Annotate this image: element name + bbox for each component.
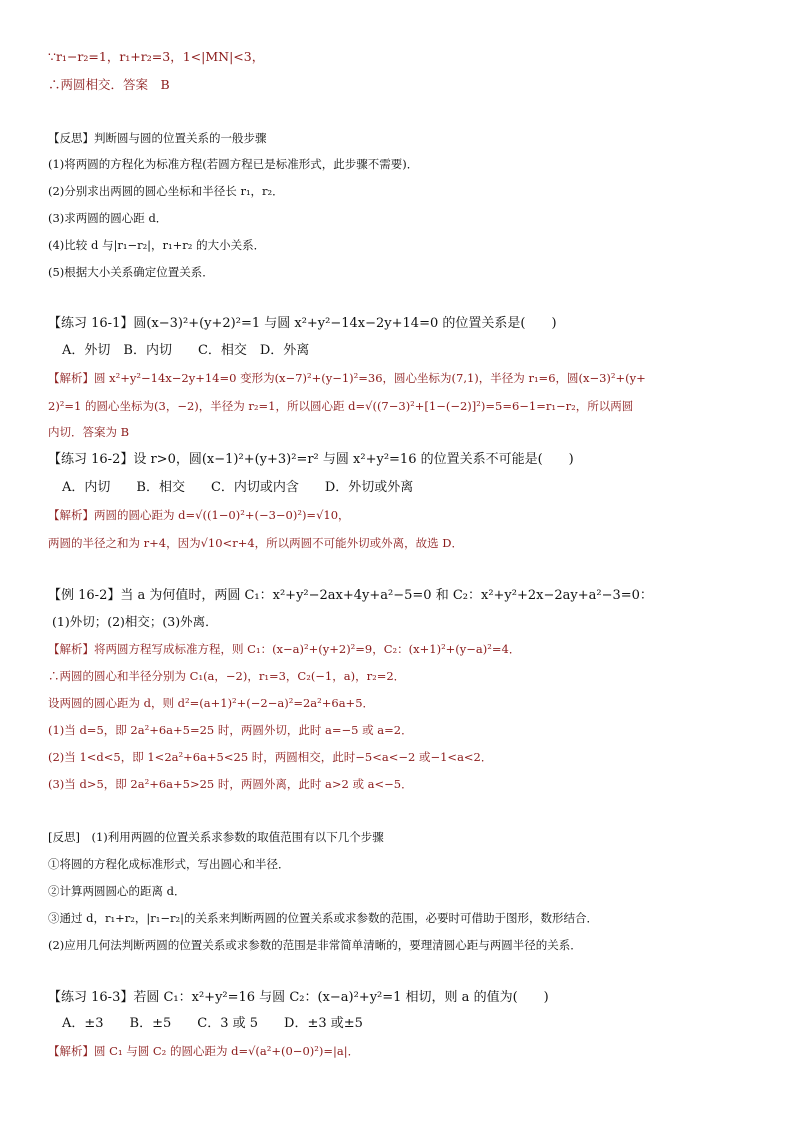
reflection-step-3: (3)求两圆的圆心距 d． bbox=[48, 211, 168, 225]
exercise-16-2-solution-line-2: 两圆的半径之和为 r+4，因为√10<r+4，所以两圆不可能外切或外离，故选 D． bbox=[48, 536, 464, 550]
example-16-2-question: 【例 16-2】当 a 为何值时，两圆 C₁：x²+y²−2ax+4y+a²−5=0 和 C₂：x²+y²+2x−2ay+a²−3=0： bbox=[48, 588, 653, 603]
example-16-2-solution-line-3: 设两圆的圆心距为 d，则 d²=(a+1)²+(−2−a)²=2a²+6a+5． bbox=[48, 696, 375, 710]
example-16-2-solution-line-2: ∴两圆的圆心和半径分别为 C₁(a，−2)，r₁=3，C₂(−1，a)，r₂=2． bbox=[48, 669, 406, 683]
exercise-16-1-options: A．外切 B．内切 C．相交 D．外离 bbox=[62, 343, 310, 358]
reflection-2-step-3: ③通过 d，r₁+r₂，|r₁−r₂|的关系来判断两圆的位置关系或求参数的范围，必要时可借助于图形，数形结合． bbox=[48, 911, 598, 925]
exercise-16-2-question: 【练习 16-2】设 r>0，圆(x−1)²+(y+3)²=r² 与圆 x²+y²=16 的位置关系不可能是( ) bbox=[48, 452, 574, 467]
exercise-16-3-solution: 【解析】圆 C₁ 与圆 C₂ 的圆心距为 d=√(a²+(0−0)²)=|a|． bbox=[48, 1044, 360, 1058]
reflection-step-2: (2)分别求出两圆的圆心坐标和半径长 r₁，r₂． bbox=[48, 184, 284, 198]
reflection-2-heading: [反思] (1)利用两圆的位置关系求参数的取值范围有以下几个步骤 bbox=[48, 830, 384, 844]
reflection-step-5: (5)根据大小关系确定位置关系． bbox=[48, 265, 214, 279]
reflection-step-4: (4)比较 d 与|r₁−r₂|，r₁+r₂ 的大小关系． bbox=[48, 238, 266, 252]
reflection-step-1: (1)将两圆的方程化为标准方程(若圆方程已是标准形式，此步骤不需要)． bbox=[48, 157, 419, 171]
exercise-16-1-question: 【练习 16-1】圆(x−3)²+(y+2)²=1 与圆 x²+y²−14x−2y+14=0 的位置关系是( ) bbox=[48, 316, 557, 331]
exercise-16-3-question: 【练习 16-3】若圆 C₁：x²+y²=16 与圆 C₂：(x−a)²+y²=1 相切，则 a 的值为( ) bbox=[48, 990, 549, 1005]
reflection-heading: 【反思】判断圆与圆的位置关系的一般步骤 bbox=[48, 131, 267, 145]
exercise-16-2-solution-line-1: 【解析】两圆的圆心距为 d=√((1−0)²+(−3−0)²)=√10， bbox=[48, 508, 350, 522]
example-16-2-parts: (1)外切；(2)相交；(3)外离． bbox=[52, 614, 218, 629]
exercise-16-1-solution-line-1: 【解析】圆 x²+y²−14x−2y+14=0 变形为(x−7)²+(y−1)²=36，圆心坐标为(7,1)，半径为 r₁=6，圆(x−3)²+(y+ bbox=[48, 371, 646, 385]
solution-answer: ∴两圆相交．答案 B bbox=[48, 77, 170, 92]
exercise-16-3-options: A．±3 B．±5 C．3 或 5 D．±3 或±5 bbox=[62, 1016, 363, 1031]
exercise-16-1-solution-line-3: 内切．答案为 B bbox=[48, 425, 130, 439]
example-16-2-solution-line-5: (2)当 1<d<5，即 1<2a²+6a+5<25 时，两圆相交，此时−5<a<−2 或−1<a<2． bbox=[48, 750, 493, 764]
example-16-2-solution-line-1: 【解析】将两圆方程写成标准方程，则 C₁：(x−a)²+(y+2)²=9，C₂：(x+1)²+(y−a)²=4． bbox=[48, 642, 521, 656]
solution-line-1: ∵r₁−r₂=1，r₁+r₂=3，1<|MN|<3， bbox=[48, 49, 265, 64]
reflection-2-step-2: ②计算两圆圆心的距离 d． bbox=[48, 884, 186, 898]
example-16-2-solution-line-6: (3)当 d>5，即 2a²+6a+5>25 时，两圆外离，此时 a>2 或 a<−5． bbox=[48, 777, 413, 791]
reflection-2-step-1: ①将圆的方程化成标准形式，写出圆心和半径． bbox=[48, 857, 290, 871]
example-16-2-solution-line-4: (1)当 d=5，即 2a²+6a+5=25 时，两圆外切，此时 a=−5 或 a=2． bbox=[48, 723, 413, 737]
exercise-16-1-solution-line-2: 2)²=1 的圆心坐标为(3，−2)，半径为 r₂=1，所以圆心距 d=√((7−3)²+[1−(−2)]²)=5=6−1=r₁−r₂，所以两圆 bbox=[48, 399, 634, 413]
reflection-2-note: (2)应用几何法判断两圆的位置关系或求参数的范围是非常简单清晰的，要理清圆心距与两圆半径的关系． bbox=[48, 938, 582, 952]
exercise-16-2-options: A．内切 B．相交 C．内切或内含 D．外切或外离 bbox=[62, 480, 414, 495]
